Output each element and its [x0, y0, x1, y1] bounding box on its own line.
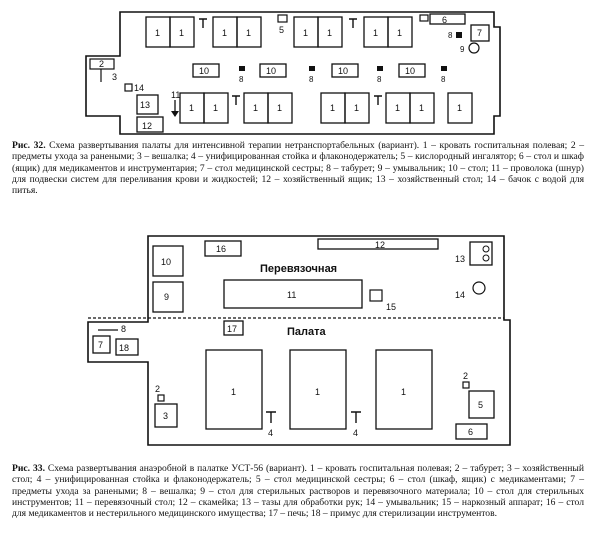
bed-label: 1: [315, 387, 321, 397]
bed-label: 1: [213, 103, 219, 113]
stool-label: 8: [239, 75, 244, 84]
room-title-dressing: Перевязочная: [260, 263, 338, 275]
stool-label: 8: [309, 75, 314, 84]
washstand: [473, 282, 485, 294]
cabinet-label: 6: [442, 15, 448, 25]
bed-label: 1: [354, 103, 360, 113]
water-tank-label: 14: [134, 83, 145, 93]
bench-label: 12: [375, 240, 386, 250]
anesthesia-unit: [370, 290, 382, 301]
figure-32-caption: [12, 140, 584, 196]
stool-label: 2: [463, 371, 469, 381]
primus-label: 18: [119, 343, 130, 353]
inhaler: [278, 15, 287, 22]
caption-text: Схема развертывания анаэробной в палатке УСТ-56 (вариант). 1 – кровать госпитальная полевая; 2 – табурет; 3 – хозяйственный стол; 4 – унифицированная стойка и флаконодержатель; 5 – стол медицинской сестры; 6 – стол (шкаф, ящик) с медикаментами; 7 – предметы ухода за ранеными; 8 – вешалка; 9 – стол для стерильных растворов и перевязочного материала; 10 – стол для стерильных инструментов; 11 – перевязочный стол; 12 – скамейка; 13 – тазы для обработки рук; 14 – умывальник; 15 – наркозный аппарат; 16 – стол для медикаментов и нестерильного медицинского имущества; 17 – печь; 18 – примус для стерилизации инструментов.: [12, 463, 584, 520]
stool: [309, 66, 315, 71]
dressing-table-label: 11: [287, 290, 297, 300]
stool-label: 8: [441, 75, 446, 84]
stool-label: 2: [155, 384, 161, 394]
tent-outline: [86, 12, 500, 134]
bed-label: 1: [189, 103, 195, 113]
stool: [377, 66, 383, 71]
rack-symbol: [266, 412, 361, 423]
stool: [420, 15, 428, 21]
bed-label: 1: [395, 103, 401, 113]
caption-text: Схема развертывания палаты для интенсивной терапии нетранспортабельных (вариант). 1 – кровать госпитальная полевая; 2 – предметы ухода за ранеными; 3 – вешалка; 4 – унифицированная стойка и флаконодержатель; 5 – кислородный ингалятор; 6 – стол и шкаф (ящик) для медикаментов и инструментария; 7 – стол медицинской сестры; 8 – табурет; 9 – умывальник; 10 – стол; 11 – проволока (шнур) для подвески систем для переливания крови и жидкостей; 12 – хозяйственный ящик; 13 – хозяйственный стол; 14 – бачок с водой для питья.: [12, 140, 584, 197]
room-title-ward: Палата: [287, 326, 326, 338]
bed-label: 1: [373, 28, 379, 38]
caption-title: Рис. 32.: [12, 140, 46, 151]
washstand-label: 14: [455, 290, 466, 300]
bed-label: 1: [303, 28, 309, 38]
figure-33-caption: [12, 463, 584, 519]
stove-label: 17: [227, 324, 238, 334]
stool: [441, 66, 447, 71]
hanger-label: 3: [112, 72, 118, 82]
care-items-label: 7: [98, 340, 104, 350]
stool: [239, 66, 245, 71]
figure-32-diagram: [0, 0, 596, 140]
wound-care-label: 2: [99, 59, 105, 69]
cabinet: [430, 14, 465, 24]
utility-table-label: 3: [163, 411, 169, 421]
inhaler-label: 5: [279, 25, 285, 35]
bed-label: 1: [401, 387, 407, 397]
basins: [470, 242, 492, 265]
instrument-table-label: 10: [161, 257, 172, 267]
table-label: 10: [405, 66, 416, 76]
rack-label: 4: [268, 428, 274, 438]
stool: [456, 32, 462, 38]
bed-label: 1: [246, 28, 252, 38]
rack-label: 4: [353, 428, 359, 438]
basins-label: 13: [455, 254, 466, 264]
bed-label: 1: [179, 28, 185, 38]
water-tank: [125, 84, 132, 91]
table-label: 10: [199, 66, 210, 76]
nurse-table-label: 5: [478, 400, 484, 410]
wire-label: 11: [171, 90, 181, 100]
utility-table-label: 13: [140, 100, 151, 110]
anesthesia-label: 15: [386, 302, 397, 312]
caption-title: Рис. 33.: [12, 463, 45, 474]
bed-label: 1: [397, 28, 403, 38]
hanger-label: 8: [121, 324, 127, 334]
stool-label: 8: [377, 75, 382, 84]
table-label: 10: [266, 66, 277, 76]
washstand-label: 9: [460, 45, 465, 54]
bed-label: 1: [327, 28, 333, 38]
bed-label: 1: [457, 103, 463, 113]
figure-33-diagram: [0, 232, 596, 462]
sterile-table-label: 9: [164, 292, 170, 302]
bed-label: 1: [222, 28, 228, 38]
stool: [463, 382, 469, 388]
bed-label: 1: [155, 28, 161, 38]
supply-table-label: 16: [216, 244, 227, 254]
bed-label: 1: [231, 387, 237, 397]
supply-box-label: 12: [142, 121, 153, 131]
nurse-table-label: 7: [477, 28, 483, 38]
stool: [158, 395, 164, 401]
table-label: 10: [338, 66, 349, 76]
bed-label: 1: [253, 103, 259, 113]
bed-label: 1: [277, 103, 283, 113]
cabinet-label: 6: [468, 427, 474, 437]
stool-label: 8: [448, 31, 453, 40]
washstand: [469, 43, 479, 53]
bed-label: 1: [330, 103, 336, 113]
bed-label: 1: [419, 103, 425, 113]
